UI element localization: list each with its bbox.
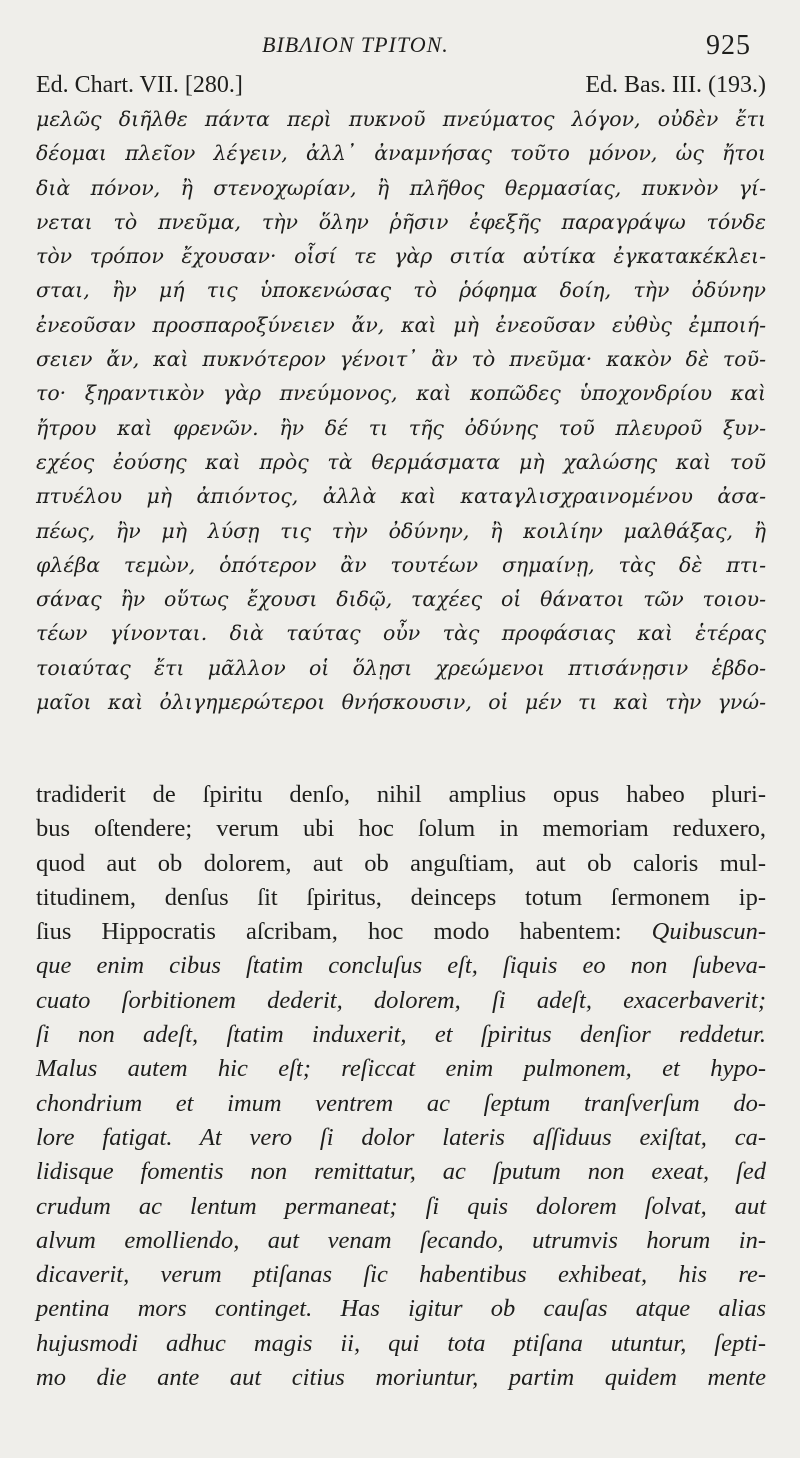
latin-text-line: hujusmodi adhuc magis ii, qui tota ptiſana utuntur, ſepti- [36,1329,766,1357]
latin-text-line: que enim cibus ſtatim concluſus eſt, ſiquis eo non ſubeva- [36,952,766,980]
greek-text-block [36,102,766,719]
latin-text-line: crudum ac lentum permaneat; ſi quis dolorem ſolvat, aut [36,1192,766,1220]
greek-text-line: μαῖοι καὶ ὀλιγημερώτεροι θνήσκουσιν, οἱ μέν τι καὶ τὴν γνώ- [36,690,766,715]
latin-text-line: lore fatigat. At vero ſi dolor lateris aſſiduus exiſtat, ca- [36,1123,766,1151]
greek-text-line: διὰ πόνον, ἢ στενοχωρίαν, ἢ πλῆθος θερμασίας, πυκνὸν γί- [36,175,766,200]
latin-text-line: ſi non adeſt, ſtatim induxerit, et ſpiritus denſior reddetur. [36,1021,766,1049]
greek-text-line: μελῶς διῆλθε πάντα περὶ πυκνοῦ πνεύματος λόγον, οὐδὲν ἔτι [36,107,766,131]
latin-italic-text: Quibuscun- [651,918,766,946]
latin-text-line [36,915,766,949]
running-head [0,24,800,64]
latin-translation-block [36,778,766,1395]
greek-text-line: εχέος ἐούσης καὶ πρὸς τὰ θερμάσματα μὴ χαλώσης καὶ τοῦ [36,449,766,474]
latin-roman-text: ſius Hippocratis aſcribam, hoc modo habentem: [36,918,652,946]
edition-basel-reference: Ed. Bas. III. (193.) [585,72,766,98]
latin-text-line: alvum emolliendo, aut venam ſecando, utrumvis horum in- [36,1226,766,1254]
page-number: 925 [706,30,751,61]
edition-reference-line [36,72,766,106]
latin-text-line: chondrium et imum ventrem ac ſeptum tranſverſum do- [36,1089,766,1117]
latin-text-line: dicaverit, verum ptiſanas ſic habentibus exhibeat, his re- [36,1261,766,1289]
greek-text-line: σάνας ἢν οὕτως ἔχουσι διδῷ, ταχέες οἱ θάνατοι τῶν τοιου- [36,587,766,612]
latin-text-line: titudinem, denſus ſit ſpiritus, deinceps totum ſermonem ip- [36,883,766,911]
greek-text-line: τέων γίνονται. διὰ ταύτας οὖν τὰς προφάσιας καὶ ἑτέρας [36,621,766,646]
latin-text-line: tradiderit de ſpiritu denſo, nihil amplius opus habeo pluri- [36,781,766,808]
greek-text-line: πτυέλου μὴ ἀπιόντος, ἀλλὰ καὶ καταγλισχραινομένου ἀσα- [36,484,766,509]
greek-text-line: τὸν τρόπον ἔχουσαν· οἷσί τε γὰρ σιτία αὐτίκα ἐγκατακέκλει- [36,244,766,269]
latin-text-line: pentina mors continget. Has igitur ob cauſas atque alias [36,1295,766,1323]
greek-text-line: νεται τὸ πνεῦμα, τὴν ὅλην ῥῆσιν ἐφεξῆς παραγράψω τόνδε [36,209,766,234]
latin-text-line: cuato ſorbitionem dederit, dolorem, ſi adeſt, exacerbaverit; [36,986,766,1014]
greek-text-line: ἤτρου καὶ φρενῶν. ἢν δέ τι τῆς ὀδύνης τοῦ πλευροῦ ξυν- [36,415,766,440]
greek-text-line: πέως, ἢν μὴ λύσῃ τις τὴν ὀδύνην, ἢ κοιλίην μαλθάξας, ἢ [36,518,766,543]
latin-text-line: mo die ante aut citius moriuntur, partim quidem mente [36,1364,766,1392]
greek-text-line: δέομαι πλεῖον λέγειν, ἀλλ᾽ ἀναμνήσας τοῦτο μόνον, ὡς ἤτοι [36,141,766,166]
latin-text-line: lidisque fomentis non remittatur, ac ſputum non exeat, ſed [36,1158,766,1186]
latin-text-line: bus oſtendere; verum ubi hoc ſolum in memoriam reduxero, [36,815,766,843]
greek-text-line: σται, ἢν μή τις ὑποκενώσας τὸ ῥόφημα δοίη, τὴν ὀδύνην [36,278,766,303]
edition-chartier-reference: Ed. Chart. VII. [280.] [36,72,243,98]
greek-text-line: σειεν ἄν, καὶ πυκνότερον γένοιτ᾽ ἂν τὸ πνεῦμα· κακὸν δὲ τοῦ- [36,347,766,372]
greek-text-line: ἐνεοῦσαν προσπαροξύνειεν ἄν, καὶ μὴ ἐνεοῦσαν εὐθὺς ἐμποιή- [36,312,766,337]
greek-text-line: το· ξηραντικὸν γὰρ πνεύμονος, καὶ κοπῶδες ὑποχονδρίου καὶ [36,381,766,406]
book-title: ΒΙΒΛΙΟΝ ΤΡΙΤΟΝ. [262,32,449,57]
latin-text-line: quod aut ob dolorem, aut ob anguſtiam, aut ob caloris mul- [36,849,766,877]
greek-text-line: τοιαύτας ἔτι μᾶλλον οἱ ὅλῃσι χρεώμενοι πτισάνῃσιν ἑβδο- [36,655,766,680]
latin-text-line: Malus autem hic eſt; reſiccat enim pulmonem, et hypo- [36,1055,766,1083]
greek-text-line: φλέβα τεμὼν, ὁπότερον ἂν τουτέων σημαίνῃ, τὰς δὲ πτι- [36,552,766,577]
